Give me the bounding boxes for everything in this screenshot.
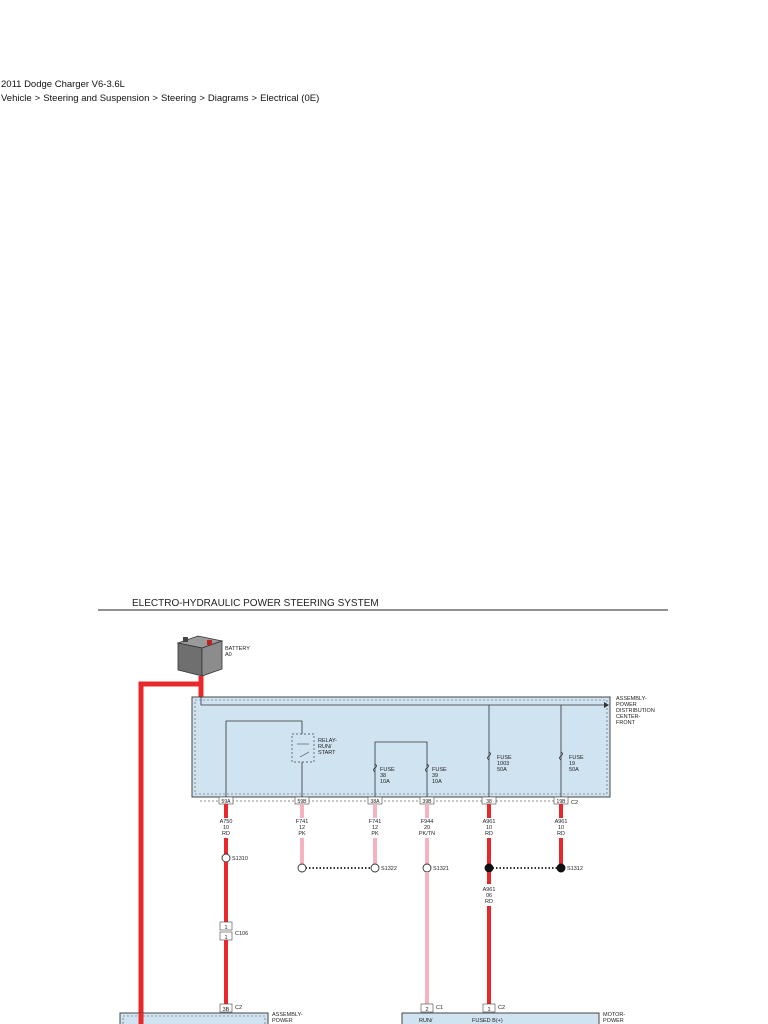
connector-c2-bottom-label: C2 xyxy=(498,1005,506,1011)
svg-text:38A: 38A xyxy=(370,799,380,805)
svg-text:FUSE: FUSE xyxy=(497,755,512,761)
breadcrumb-item-diagrams[interactable]: Diagrams xyxy=(207,93,249,104)
splice-s1321-label: S1321 xyxy=(433,866,449,872)
svg-text:59B: 59B xyxy=(297,799,307,805)
svg-text:START: START xyxy=(318,750,336,756)
connector-c106-label: C106 xyxy=(235,931,249,937)
pin-39b xyxy=(420,797,434,805)
breadcrumb-separator: > xyxy=(152,93,158,104)
connector-c1 xyxy=(421,1004,433,1013)
run-label: RUN/ xyxy=(419,1018,433,1024)
splice-s1310-label: S1310 xyxy=(232,856,248,862)
pin-19b xyxy=(554,797,568,805)
battery-label: BATTERY xyxy=(225,646,250,652)
svg-text:50A: 50A xyxy=(497,767,507,773)
svg-text:2: 2 xyxy=(425,1007,429,1013)
svg-text:1: 1 xyxy=(224,925,228,931)
svg-text:FUSE: FUSE xyxy=(569,755,584,761)
svg-text:RD: RD xyxy=(485,899,493,905)
connector-3b-label: C2 xyxy=(235,1005,243,1011)
connector-c106 xyxy=(220,922,232,941)
svg-text:PK: PK xyxy=(298,831,306,837)
wire-label-f741-1 xyxy=(296,819,309,837)
svg-text:12: 12 xyxy=(298,825,306,831)
connector-c2-label: C2 xyxy=(571,800,579,806)
svg-text:19B: 19B xyxy=(556,799,566,805)
power-distribution-center xyxy=(192,697,610,797)
svg-text:A961: A961 xyxy=(554,819,568,825)
svg-text:59A: 59A xyxy=(221,799,231,805)
fused-label: FUSED B(+) xyxy=(472,1018,503,1024)
battery-id: A0 xyxy=(225,652,232,658)
splice-s1310 xyxy=(222,854,230,862)
svg-text:ASSEMBLY-: ASSEMBLY- xyxy=(616,696,647,702)
svg-text:RELAY-: RELAY- xyxy=(318,738,337,744)
svg-text:38: 38 xyxy=(380,773,387,779)
svg-text:39B: 39B xyxy=(422,799,432,805)
wire-label-a961-06 xyxy=(483,887,496,905)
svg-text:F741: F741 xyxy=(368,819,382,825)
svg-text:DISTRIBUTION: DISTRIBUTION xyxy=(616,708,655,714)
svg-text:RD: RD xyxy=(485,831,493,837)
svg-text:A961: A961 xyxy=(482,887,496,893)
svg-text:FUSE: FUSE xyxy=(432,767,447,773)
pin-38 xyxy=(482,797,496,805)
svg-text:FUSE: FUSE xyxy=(380,767,395,773)
splice-s1321 xyxy=(423,864,431,872)
document-title: 2011 Dodge Charger V6-3.6L xyxy=(1,79,125,90)
pin-59b xyxy=(295,797,309,805)
pin-38a xyxy=(368,797,382,805)
connector-3b xyxy=(220,1004,232,1013)
svg-text:POWER: POWER xyxy=(616,702,637,708)
splice-s1312-end xyxy=(485,864,493,872)
wire-label-a961-1 xyxy=(483,819,496,837)
svg-text:CENTER-: CENTER- xyxy=(616,714,641,720)
svg-text:20: 20 xyxy=(423,825,431,831)
motor-power-label-1: MOTOR- xyxy=(603,1012,626,1018)
motor-power-label-2: POWER xyxy=(603,1018,624,1024)
svg-text:F741: F741 xyxy=(295,819,309,825)
wire-label-a961-2 xyxy=(555,819,568,837)
svg-text:1003: 1003 xyxy=(497,761,510,767)
wire-label-a750 xyxy=(220,819,233,837)
battery-icon xyxy=(178,636,222,676)
splice-s1312-label: S1312 xyxy=(567,866,583,872)
breadcrumb-separator: > xyxy=(34,93,41,104)
svg-text:38: 38 xyxy=(486,799,492,805)
svg-text:3B: 3B xyxy=(222,1007,230,1013)
breadcrumb-separator: > xyxy=(251,93,258,104)
pdc-label xyxy=(616,696,655,726)
svg-text:39: 39 xyxy=(432,773,439,779)
power-assembly-label-2: POWER xyxy=(272,1018,293,1024)
svg-text:FRONT: FRONT xyxy=(616,720,635,726)
wire-label-f741-2 xyxy=(369,819,382,837)
svg-text:10A: 10A xyxy=(380,779,390,785)
svg-text:RD: RD xyxy=(222,831,230,837)
svg-text:RUN/: RUN/ xyxy=(318,744,332,750)
wire-label-f944 xyxy=(419,819,435,837)
svg-text:12: 12 xyxy=(371,825,379,831)
svg-text:RD: RD xyxy=(557,831,565,837)
splice-s1322-label: S1322 xyxy=(381,866,397,872)
diagram-title: ELECTRO-HYDRAULIC POWER STEERING SYSTEM xyxy=(132,598,379,609)
pin-59a xyxy=(219,797,233,805)
breadcrumb-item-steering[interactable]: Steering xyxy=(160,93,197,104)
power-assembly-label-1: ASSEMBLY- xyxy=(272,1012,303,1018)
svg-text:10A: 10A xyxy=(432,779,442,785)
splice-s1322-end xyxy=(298,864,306,872)
svg-text:A961: A961 xyxy=(482,819,496,825)
svg-text:19: 19 xyxy=(569,761,576,767)
svg-text:10: 10 xyxy=(557,825,565,831)
breadcrumb-item-vehicle[interactable]: Vehicle xyxy=(1,93,32,104)
breadcrumb-item-steering-suspension[interactable]: Steering and Suspension xyxy=(43,93,150,104)
svg-text:F944: F944 xyxy=(420,819,434,825)
breadcrumb-item-electrical[interactable]: Electrical (0E) xyxy=(260,93,320,104)
splice-s1312 xyxy=(557,864,565,872)
svg-text:1: 1 xyxy=(487,1007,491,1013)
connector-c2-bottom xyxy=(483,1004,495,1013)
breadcrumb-separator: > xyxy=(199,93,205,104)
svg-text:50A: 50A xyxy=(569,767,579,773)
svg-text:A750: A750 xyxy=(219,819,233,825)
splice-s1322 xyxy=(371,864,379,872)
svg-text:10: 10 xyxy=(485,825,493,831)
connector-c1-label: C1 xyxy=(436,1005,444,1011)
svg-text:10: 10 xyxy=(222,825,230,831)
svg-text:1: 1 xyxy=(224,935,228,941)
svg-text:06: 06 xyxy=(485,893,493,899)
svg-text:PK: PK xyxy=(371,831,379,837)
svg-text:PK/TN: PK/TN xyxy=(418,831,436,837)
